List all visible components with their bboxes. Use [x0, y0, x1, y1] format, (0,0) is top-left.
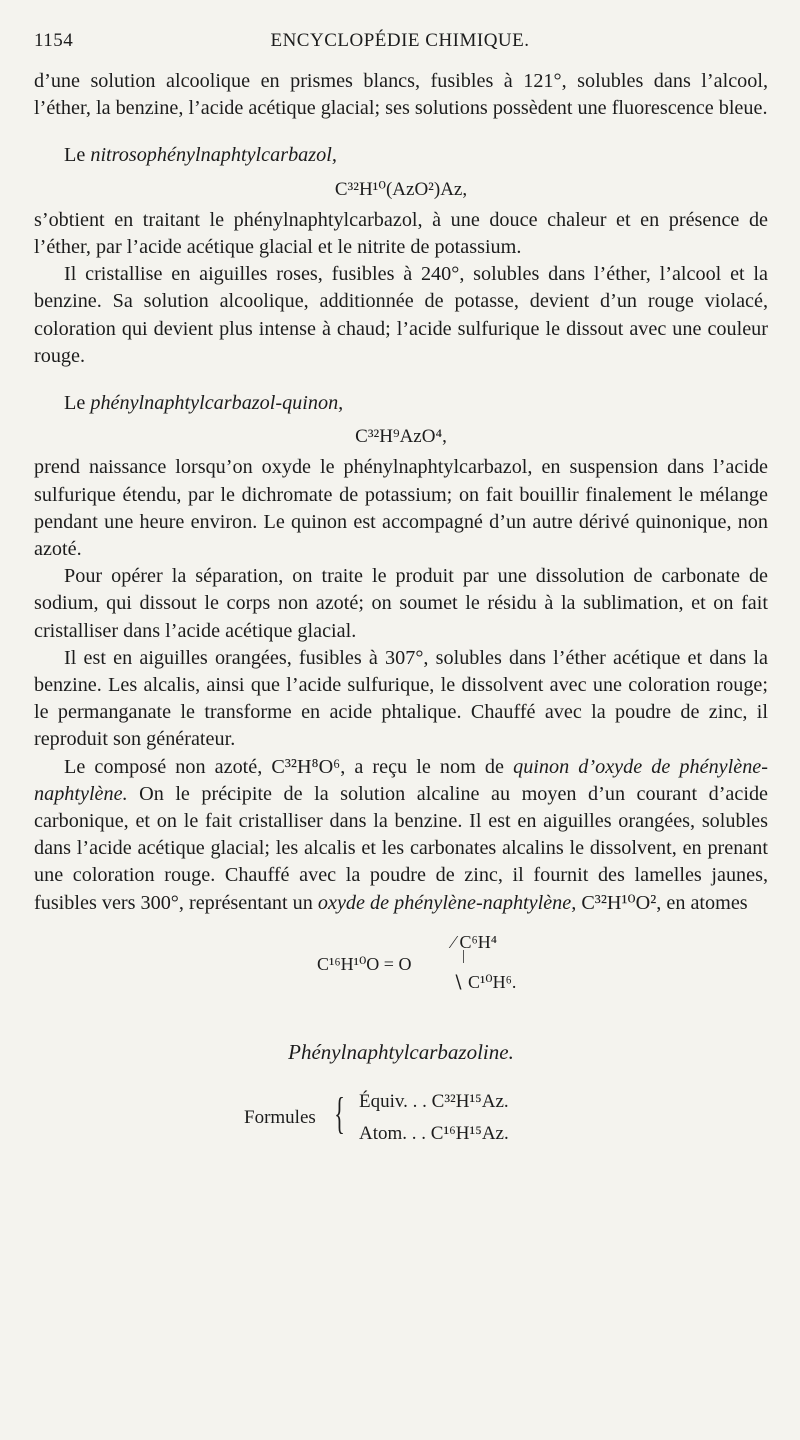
page-body: [34, 68, 768, 1156]
section-title: Phénylnaphtylcarbazoline.: [288, 1039, 514, 1064]
p9-italic-1: quinon d’oxyde de phénylène-naphtylène.: [34, 755, 768, 805]
structure-bottom: ∖ C¹⁰H⁶.: [452, 971, 517, 992]
paragraph-2: [34, 142, 768, 169]
structure-top: ⁄ C⁶H⁴: [452, 931, 498, 952]
paragraph-3: s’obtient en traitant le phénylnaphtylcarbazol, à une douce chaleur et en présence de l’éther, par l’acide acétique glacial et le nitrite de potassium.: [34, 208, 768, 259]
compound-name-quinon: phénylnaphtylcarbazol-quinon,: [90, 392, 344, 415]
paragraph-7: Pour opérer la séparation, on traite le produit par une dissolution de carbonate de sodium, qui dissout le corps non azoté; on soumet le résidu à la sublimation, et on fait cristalliser dans l’acide acétique glacial.: [34, 565, 768, 642]
formula-quinon: C³²H⁹AzO⁴,: [355, 426, 447, 448]
paragraph-4: Il cristallise en aiguilles roses, fusibles à 240°, solubles dans l’éther, l’alcool et la benzine. Sa solution alcoolique, additionnée de potasse, devient d’un rouge violacé, coloration qui devient plus intense à chaud; l’acide sulfurique le dissout avec une couleur rouge.: [34, 263, 768, 367]
paragraph-5: [34, 390, 768, 417]
paragraph-1: d’une solution alcoolique en prismes blancs, fusibles à 121°, solubles dans l’alcool, l’éther, la benzine, l’acide acétique glacial; ses solutions possèdent une fluorescence bleue.: [34, 70, 768, 120]
equiv-row: Équiv. . . C³²H¹⁵Az.: [359, 1091, 509, 1113]
p9-text-a: Le composé non azoté, C³²H⁸O⁶, a reçu le nom de: [64, 755, 514, 778]
structural-formula: [34, 925, 768, 997]
brace-glyph: {: [334, 1089, 345, 1139]
formulas-label: Formules: [244, 1107, 316, 1129]
running-title: ENCYCLOPÉDIE CHIMIQUE.: [270, 30, 530, 51]
formula-nitroso: C³²H¹⁰(AzO²)Az,: [334, 178, 468, 200]
p5-prefix: Le: [64, 392, 91, 415]
p9-text-b: On le précipite de la solution alcaline au moyen d’un courant d’acide carbonique, et on le fait cristalliser dans la benzine. Il est en aiguilles orangées, solubles dans l’acide acétique glacial; les alcalis et les carbonates alcalins le dissolvent, en prenant une coloration rouge. Chauffé avec la poudre de zinc, il fournit des lamelles jaunes, fusibles vers 300°, représentant un: [34, 782, 768, 914]
paragraph-6: prend naissance lorsqu’on oxyde le phénylnaphtylcarbazol, en suspension dans l’acide sulfurique étendu, par le dichromate de potassium; on fait bouillir finalement le mélange pendant une heure environ. Le quinon est accompagné d’un autre dérivé quinonique, non azoté.: [34, 456, 768, 561]
structure-lhs: C¹⁶H¹⁰O = O: [317, 953, 412, 974]
page-number: 1154: [34, 30, 74, 51]
paragraph-8: Il est en aiguilles orangées, fusibles à 307°, solubles dans l’éther acétique et dans la benzine. Les alcalis, ainsi que l’acide sulfurique, le dissolvent avec une coloration rouge; le permanganate le transforme en acide phtalique. Chauffé avec la poudre de zinc, il reproduit son générateur.: [34, 646, 768, 751]
compound-name-nitroso: nitrosophénylnaphtylcarbazol,: [90, 144, 337, 167]
running-header: [34, 30, 766, 58]
formulas-table: [34, 1086, 768, 1156]
p2-prefix: Le: [64, 144, 91, 167]
paragraph-9: [34, 754, 768, 917]
atom-row: Atom. . . C¹⁶H¹⁵Az.: [359, 1123, 509, 1145]
p9-italic-2: oxyde de phénylène-naphtylène,: [317, 891, 577, 914]
structure-bar: |: [462, 947, 466, 964]
p9-text-c: C³²H¹⁰O², en atomes: [576, 891, 748, 914]
